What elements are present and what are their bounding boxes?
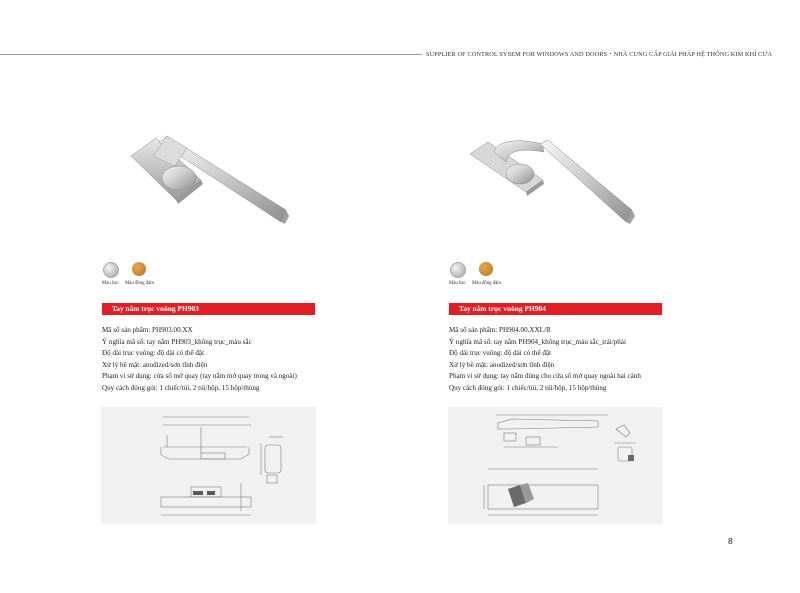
swatch-label-silver: Màu bạc xyxy=(449,281,466,286)
header-tagline: SUPPLIER OF CONTROL SYSEM FOR WINDOWS AND DOORS・NHÀ CUNG CẤP GIẢI PHÁP HỆ THỐNG KIM KHÍ CỬA xyxy=(426,51,773,58)
product-title-ph904: Tay nắm trục vuông PH904 xyxy=(449,303,662,315)
swatch-label-silver: Màu bạc xyxy=(102,281,119,286)
spec-item: Quy cách đóng gói: 1 chiếc/túi, 2 túi/hộp, 15 hộp/thùng xyxy=(449,383,607,392)
swatch-label-dark-bronze: Màu đồng đậm xyxy=(125,281,155,286)
handle-ph903-image xyxy=(101,118,316,243)
product-title-ph903: Tay nắm trục vuông PH903 xyxy=(102,303,315,315)
spec-item: Mã số sản phẩm: PH903.00.XX xyxy=(102,326,193,334)
spec-item: Độ dài trục vuông: độ dài có thể đặt xyxy=(102,349,205,358)
spec-item: Xử lý bề mặt: anodized/sơn tĩnh điện xyxy=(102,360,208,369)
spec-item: Quy cách đóng gói: 1 chiếc/túi, 2 túi/hộp, 15 hộp/thùng xyxy=(102,383,260,392)
swatch-silver xyxy=(103,262,119,278)
spec-item: Mã số sản phẩm: PH904.00.XXL/R xyxy=(449,326,551,334)
swatch-label-dark-bronze: Màu đồng đậm xyxy=(472,281,502,286)
technical-drawing-ph904-svg xyxy=(448,407,663,524)
spec-item: Xử lý bề mặt: anodized/sơn tĩnh điện xyxy=(449,360,555,369)
spec-item: Ý nghĩa mã số: tay nắm PH903_không trục_màu sắc xyxy=(102,337,252,346)
technical-drawing-ph903-svg xyxy=(101,407,316,524)
spec-item: Phạm vi sử dụng: cửa sổ mở quay (tay nắm mở quay trong và ngoài) xyxy=(102,372,297,381)
technical-drawing-ph903 xyxy=(101,407,316,524)
swatch-dark-bronze xyxy=(479,262,493,276)
product-column-ph904 xyxy=(448,0,663,593)
spec-item: Độ dài trục vuông: độ dài có thể đặt xyxy=(449,349,552,358)
spec-list-ph904 xyxy=(449,325,689,395)
page-number: 8 xyxy=(728,536,733,546)
swatch-dark-bronze xyxy=(132,262,146,276)
product-column-ph903 xyxy=(101,0,316,593)
handle-ph904-image xyxy=(448,118,663,243)
spec-list-ph903 xyxy=(102,325,342,395)
spec-item: Ý nghĩa mã số: tay nắm PH904_không trục_màu sắc_trái/phải xyxy=(449,337,626,346)
swatch-silver xyxy=(450,262,466,278)
spec-item: Phạm vi sử dụng: tay nắm dùng cho cửa sổ mở quay ngoài hai cánh xyxy=(449,372,641,381)
technical-drawing-ph904 xyxy=(448,407,663,524)
